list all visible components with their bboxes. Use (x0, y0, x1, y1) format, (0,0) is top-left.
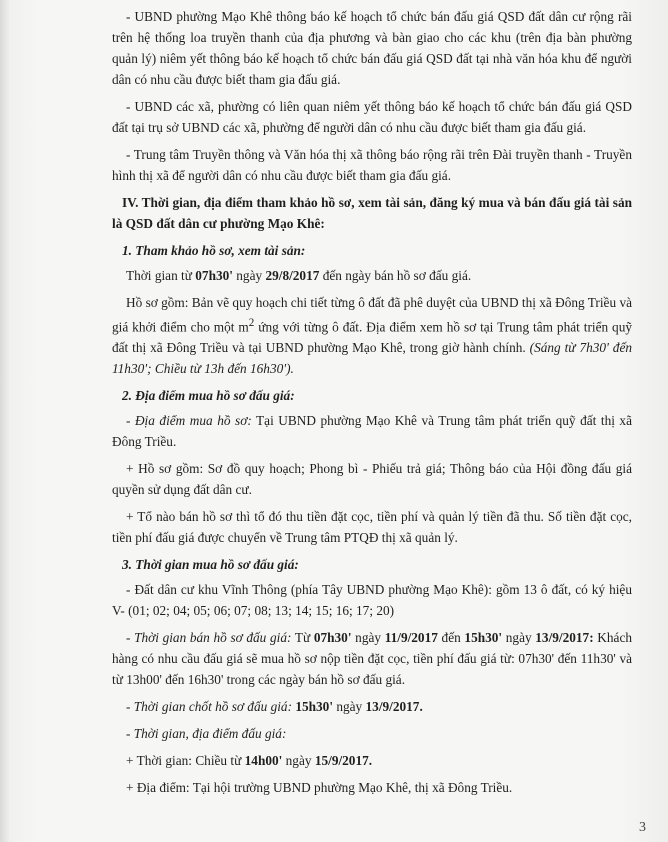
subsection-2-heading: 2. Địa điểm mua hồ sơ đấu giá: (122, 388, 295, 404)
s1-time-date: 29/8/2017 (265, 268, 320, 283)
subsection-3-heading: 3. Thời gian mua hồ sơ đấu giá: (122, 557, 299, 573)
s2-docs-paragraph: + Hồ sơ gồm: Sơ đồ quy hoạch; Phong bì - Phiếu trả giá; Thông báo của Hội đồng đấu giá quyền sử dụng đất dân cư. (112, 461, 632, 498)
subsection-1-heading: 1. Tham khảo hồ sơ, xem tài sản: (122, 243, 306, 258)
s3-sell-d: ngày (502, 630, 536, 646)
s3-sell-c: đến (437, 630, 465, 646)
s3-sell-d1: 11/9/2017 (384, 630, 438, 646)
s3-auction-time-d: 15/9/2017. (314, 753, 373, 769)
s3-auction-label: - Thời gian, địa điểm đấu giá: (126, 726, 287, 742)
s2-place-text: Tại UBND phường Mạo Khê và Trung tâm phát triển quỹ đất thị xã Đông Triều. (112, 413, 632, 450)
s3-close-paragraph (112, 696, 632, 717)
s1-docs-sup: 2 (248, 317, 255, 329)
s3-sell-d2: 13/9/2017: (535, 630, 594, 646)
s3-sell-t2: 15h30' (464, 630, 503, 646)
section-iv-heading: IV. Thời gian, địa điểm tham khảo hồ sơ, xem tài sản, đăng ký mua và bán đấu giá tài sản là QSD đất dân cư phường Mạo Khê: (112, 195, 632, 231)
s3-sell-label: - Thời gian bán hồ sơ đấu giá: (126, 630, 292, 646)
s3-close-date: 13/9/2017. (365, 699, 423, 715)
s3-auction-time-t: 14h00' (244, 753, 283, 769)
s3-close-mid: ngày (333, 699, 366, 715)
s1-docs-b: ứng với từng ô đất. Địa điểm xem hồ sơ tại Trung tâm phát triển quỹ đất thị xã Đông Triều và tại UBND phường Mạo Khê, trong giờ hành chính. (112, 319, 632, 356)
s3-sell-b: ngày (351, 630, 385, 646)
s1-time-mid: ngày (232, 268, 266, 283)
s3-sell-paragraph (112, 627, 632, 690)
s1-time-suffix: đến ngày bán hồ sơ đấu giá. (319, 268, 472, 283)
s2-place-paragraph (112, 410, 632, 452)
s1-docs-hours: (Sáng từ 7h30' đến 11h30'; Chiều từ 13h đến 16h30'). (112, 340, 633, 377)
s3-sell-e: Khách hàng có nhu cầu đấu giá sẽ mua hồ sơ nộp tiền đặt cọc, tiền phí đấu giá từ: 07h30' đến 11h30' và từ 13h00' đến 16h30' trong các ngày bán hồ sơ đấu giá. (112, 630, 633, 688)
s3-land-paragraph: - Đất dân cư khu Vĩnh Thông (phía Tây UBND phường Mạo Khê): gồm 13 ô đất, có ký hiệu V- (01; 02; 04; 05; 06; 07; 08; 13; 14; 15; 16; 17; 20) (112, 582, 632, 619)
document-body (112, 6, 632, 804)
s3-sell-t1: 07h30' (313, 630, 352, 646)
paragraph-commune-notice: - UBND các xã, phường có liên quan niêm yết thông báo kế hoạch tổ chức bán đấu giá QSD đất tại trụ sở UBND các xã, phường để người dân có nhu cầu được biết tham gia đấu giá. (112, 99, 632, 135)
s1-time-line (112, 265, 632, 286)
s1-time-value: 07h30' (195, 268, 233, 283)
s1-docs-paragraph (112, 292, 632, 379)
s3-auction-time-paragraph (112, 750, 632, 771)
s1-time-prefix: Thời gian từ (126, 268, 196, 283)
s3-auction-time-b: ngày (282, 753, 315, 769)
paragraph-loudspeaker-notice: - UBND phường Mạo Khê thông báo kế hoạch tổ chức bán đấu giá QSD đất dân cư rộng rãi trên hệ thống loa truyền thanh của địa phương và bàn giao cho các khu (trên địa bàn phường quản lý) niêm yết thông báo kế hoạch tổ chức bán đấu giá QSD đất tại nhà văn hóa khu để người dân có nhu cầu được biết tham gia đấu giá. (112, 9, 632, 87)
s3-close-time: 15h30' (292, 699, 334, 715)
s3-sell-a: Từ (291, 630, 314, 646)
s1-docs-a: Hồ sơ gồm: Bản vẽ quy hoạch chi tiết từng ô đất đã phê duyệt của UBND thị xã Đông Triều và giá khởi điểm cho một m (112, 295, 632, 335)
s3-close-label: - Thời gian chốt hồ sơ đấu giá: (126, 699, 292, 715)
s3-auction-time-a: + Thời gian: Chiều từ (126, 753, 245, 769)
s2-place-label: - Địa điểm mua hồ sơ: (126, 413, 252, 429)
paragraph-media-center-notice: - Trung tâm Truyền thông và Văn hóa thị xã thông báo rộng rãi trên Đài truyền thanh - Truyền hình thị xã để người dân có nhu cầu được biết tham gia đấu giá. (112, 147, 632, 183)
page-number: 3 (639, 820, 646, 835)
s3-auction-place-paragraph: + Địa điểm: Tại hội trường UBND phường Mạo Khê, thị xã Đông Triều. (126, 780, 513, 796)
s2-deposit-paragraph: + Tổ nào bán hồ sơ thì tổ đó thu tiền đặt cọc, tiền phí và quản lý tiền đã thu. Số tiền đặt cọc, tiền phí đấu giá được chuyển về Trung tâm PTQĐ thị xã quản lý. (112, 509, 632, 546)
